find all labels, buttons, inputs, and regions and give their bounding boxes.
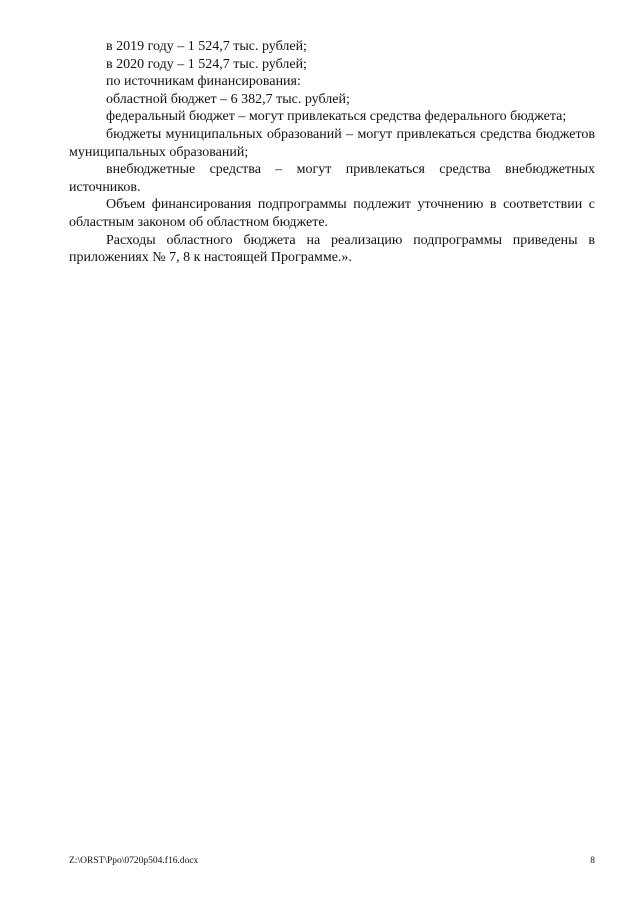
paragraph-2019-amount: в 2019 году – 1 524,7 тыс. рублей;	[106, 39, 307, 54]
paragraph-expenditures-appendix: Расходы областного бюджета на реализацию подпрограммы приведены в приложениях № 7, 8 к настоящей Программе.».	[69, 232, 595, 266]
paragraph-regional-budget: областной бюджет – 6 382,7 тыс. рублей;	[106, 91, 350, 107]
document-body	[69, 38, 595, 267]
footer-file-path: Z:\ORST\Ppo\0720p504.f16.docx	[69, 856, 199, 866]
paragraph-2020-amount: в 2020 году – 1 524,7 тыс. рублей;	[106, 56, 307, 72]
paragraph-funding-adjustment: Объем финансирования подпрограммы подлежит уточнению в соответствии с областным законом об областном бюджете.	[69, 197, 595, 230]
paragraph-extrabudgetary-funds: внебюджетные средства – могут привлекаться средства внебюджетных источников.	[69, 162, 595, 195]
footer-page-number: 8	[590, 856, 595, 866]
paragraph-federal-budget: федеральный бюджет – могут привлекаться средства федерального бюджета;	[106, 109, 567, 125]
paragraph-municipal-budgets: бюджеты муниципальных образований – могут привлекаться средства бюджетов муниципальных образований;	[69, 126, 595, 160]
page-footer	[69, 855, 595, 869]
paragraph-funding-sources-heading: по источникам финансирования:	[106, 74, 301, 90]
